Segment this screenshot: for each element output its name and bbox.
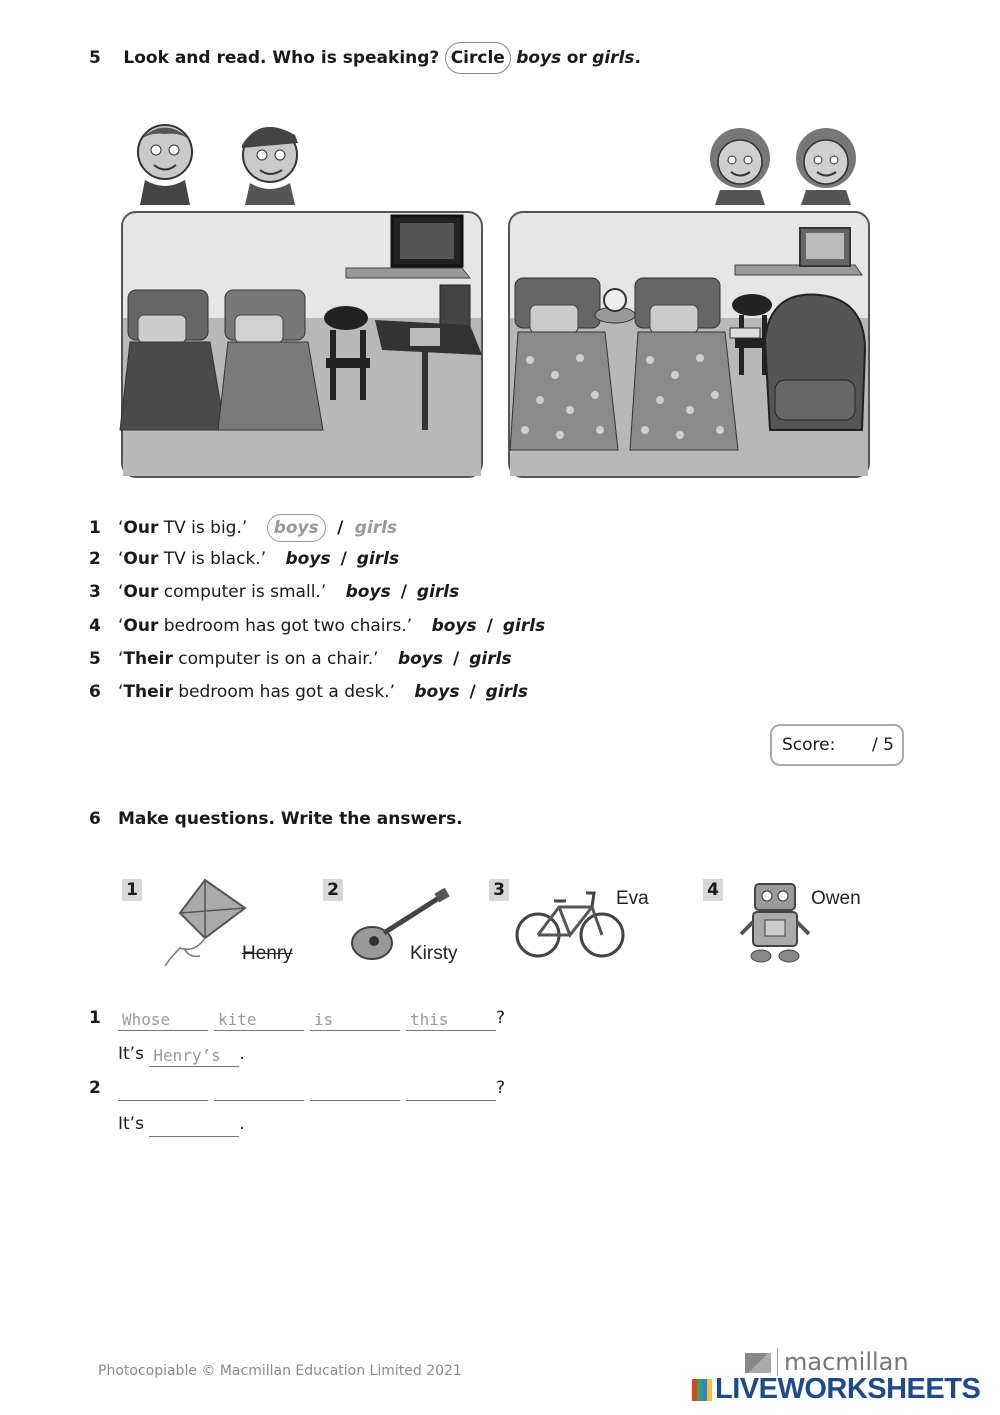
girl-1-icon xyxy=(710,128,770,205)
answer-field[interactable] xyxy=(149,1115,239,1137)
question-row xyxy=(89,647,512,671)
girl-2-icon xyxy=(796,128,856,205)
girls-word: girls xyxy=(592,48,635,68)
liveworksheets-icon xyxy=(692,1379,712,1401)
option-slash: / xyxy=(340,549,347,569)
question-lead: Their xyxy=(123,682,173,702)
question-number: 6 xyxy=(89,682,101,702)
exercise-number: 1 xyxy=(89,1008,101,1028)
answer-field[interactable]: Whose xyxy=(118,1009,208,1031)
bedrooms-illustration xyxy=(110,110,880,485)
option-slash: / xyxy=(400,582,407,602)
liveworksheets-text: LIVEWORKSHEETS xyxy=(715,1373,981,1405)
circle-word: Circle xyxy=(445,42,511,74)
question-mark: ? xyxy=(496,1078,506,1098)
publisher-name: macmillan xyxy=(777,1348,909,1376)
picture-name-eva: Eva xyxy=(616,888,649,909)
exercise-answer-2 xyxy=(118,1111,245,1137)
question-row xyxy=(89,514,397,538)
picture-number: 1 xyxy=(122,879,142,901)
boys-option[interactable]: boys xyxy=(285,549,331,569)
answer-field[interactable]: is xyxy=(310,1009,400,1031)
question-row xyxy=(89,547,399,571)
quote-mark: ‘ xyxy=(118,616,124,636)
section6-number: 6 xyxy=(89,809,101,829)
answer-prefix: It’s xyxy=(118,1114,144,1134)
question-row xyxy=(89,614,545,638)
picture-name-kirsty: Kirsty xyxy=(410,943,458,964)
robot-icon xyxy=(737,878,813,966)
answer-field[interactable] xyxy=(406,1079,496,1101)
question-number: 5 xyxy=(89,649,101,669)
girls-option[interactable]: girls xyxy=(469,649,512,669)
question-text: TV is black.’ xyxy=(158,549,267,569)
picture-name-henry: Henry xyxy=(242,943,293,964)
picture-name-owen: Owen xyxy=(811,888,861,909)
boys-option[interactable]: boys xyxy=(414,682,460,702)
answer-field[interactable] xyxy=(118,1079,208,1101)
question-text: TV is big.’ xyxy=(158,518,248,538)
boys-bedroom xyxy=(120,212,482,477)
boys-option[interactable]: boys xyxy=(397,649,444,669)
period: . xyxy=(634,48,641,68)
boys-word: boys xyxy=(516,48,562,68)
girls-bedroom xyxy=(509,212,869,477)
option-slash: / xyxy=(469,682,476,702)
question-row xyxy=(89,680,528,704)
score-box xyxy=(770,724,904,766)
section5-instruction: Look and read. Who is speaking? xyxy=(123,48,440,68)
kite-icon xyxy=(160,878,250,970)
option-slash: / xyxy=(453,649,460,669)
girls-option[interactable]: girls xyxy=(354,518,398,538)
publisher-logo-icon xyxy=(745,1353,771,1373)
question-number: 2 xyxy=(89,549,101,569)
question-text: bedroom has got a desk.’ xyxy=(172,682,395,702)
question-number: 4 xyxy=(89,616,101,636)
boys-option[interactable]: boys xyxy=(431,616,477,636)
answer-field[interactable]: kite xyxy=(214,1009,304,1031)
boys-option[interactable]: boys xyxy=(345,582,391,602)
score-denominator: / 5 xyxy=(872,735,894,755)
boy-2-icon xyxy=(242,127,298,205)
exercise-question-2 xyxy=(89,1075,505,1101)
period: . xyxy=(239,1114,245,1134)
picture-number: 2 xyxy=(323,879,343,901)
question-mark: ? xyxy=(496,1008,506,1028)
quote-mark: ‘ xyxy=(118,649,124,669)
quote-mark: ‘ xyxy=(118,549,124,569)
question-lead: Our xyxy=(123,518,159,538)
boys-option-circled[interactable]: boys xyxy=(267,514,326,542)
quote-mark: ‘ xyxy=(118,682,124,702)
question-text: bedroom has got two chairs.’ xyxy=(158,616,413,636)
answer-field[interactable]: this xyxy=(406,1009,496,1031)
section5-heading xyxy=(89,42,641,74)
picture-number: 4 xyxy=(703,879,723,901)
quote-mark: ‘ xyxy=(118,518,124,538)
question-lead: Our xyxy=(123,582,159,602)
exercise-answer-1 xyxy=(118,1041,245,1067)
question-text: computer is small.’ xyxy=(158,582,327,602)
question-row xyxy=(89,580,459,604)
exercise-question-1 xyxy=(89,1005,505,1031)
exercise-number: 2 xyxy=(89,1078,101,1098)
copyright-text: Photocopiable © Macmillan Education Limited 2021 xyxy=(98,1363,462,1379)
girls-option[interactable]: girls xyxy=(485,682,528,702)
question-lead: Our xyxy=(123,549,159,569)
section6-instruction: Make questions. Write the answers. xyxy=(118,809,463,829)
period: . xyxy=(239,1044,245,1064)
boy-1-icon xyxy=(138,125,192,205)
girls-option[interactable]: girls xyxy=(416,582,460,602)
question-text: computer is on a chair.’ xyxy=(172,649,379,669)
or-word: or xyxy=(566,48,587,68)
answer-field[interactable] xyxy=(214,1079,304,1101)
question-lead: Our xyxy=(123,616,159,636)
answer-field[interactable] xyxy=(310,1079,400,1101)
score-label: Score: xyxy=(782,735,836,755)
answer-field[interactable]: Henry’s xyxy=(149,1045,239,1067)
option-slash: / xyxy=(337,518,344,538)
girls-option[interactable]: girls xyxy=(356,549,400,569)
liveworksheets-watermark xyxy=(692,1373,980,1406)
quote-mark: ‘ xyxy=(118,582,124,602)
publisher-logo xyxy=(745,1348,909,1376)
question-number: 1 xyxy=(89,518,101,538)
bicycle-icon xyxy=(514,885,626,961)
question-number: 3 xyxy=(89,582,101,602)
girls-option[interactable]: girls xyxy=(502,616,546,636)
answer-prefix: It’s xyxy=(118,1044,144,1064)
question-lead: Their xyxy=(123,649,173,669)
option-slash: / xyxy=(486,616,493,636)
picture-number: 3 xyxy=(489,879,509,901)
section5-number: 5 xyxy=(89,48,101,68)
section6-heading xyxy=(89,806,463,832)
